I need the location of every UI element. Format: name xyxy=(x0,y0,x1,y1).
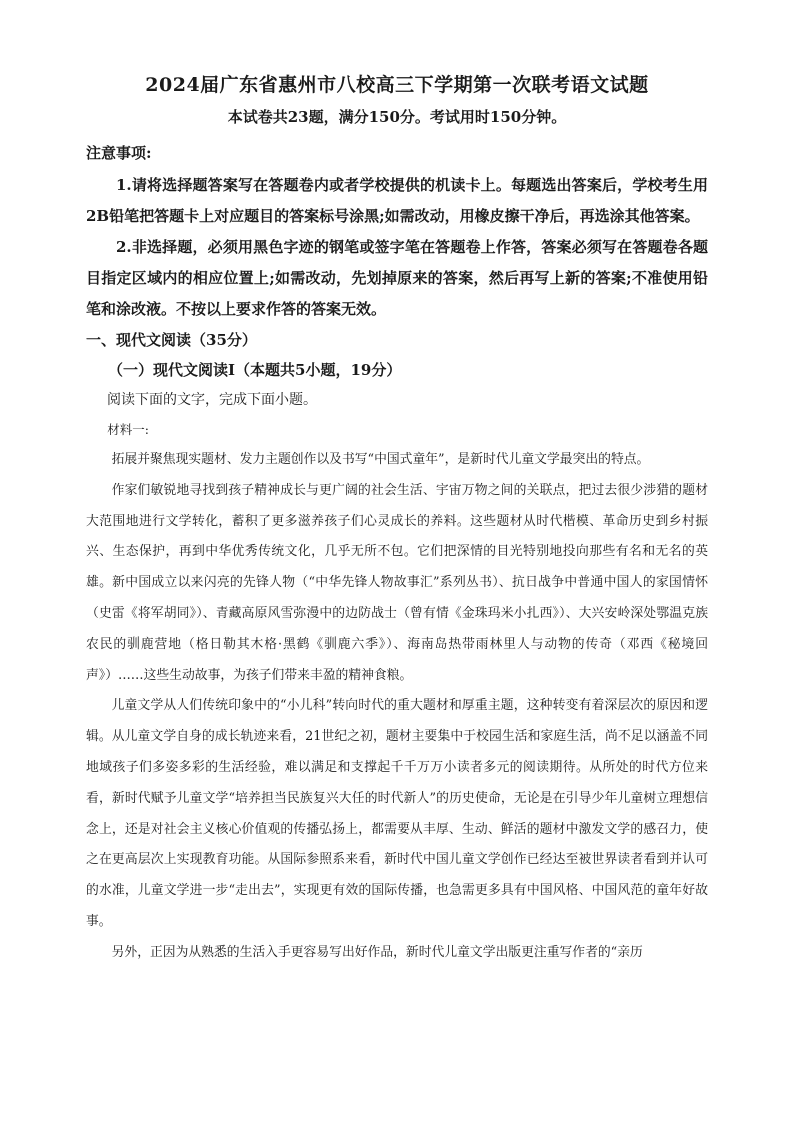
paragraph: 作家们敏锐地寻找到孩子精神成长与更广阔的社会生活、宇宙万物之间的关联点，把过去很少涉猎的题材大范围地进行文学转化，蓄积了更多滋养孩子们心灵成长的养料。这些题材从时代楷模、革命历史到乡村振兴、生态保护，再到中华优秀传统文化，几乎无所不包。它们把深情的目光特别地投向那些有名和无名的英雄。新中国成立以来闪亮的先锋人物（“中华先锋人物故事汇”系列丛书）、抗日战争中普通中国人的家国情怀（史雷《将军胡同》）、青藏高原风雪弥漫中的边防战士（曾有情《金珠玛米小扎西》）、大兴安岭深处鄂温克族农民的驯鹿营地（格日勒其木格·黑鹤《驯鹿六季》）、海南岛热带雨林里人与动物的传奇（邓西《秘境回声》）……这些生动故事，为孩子们带来丰盈的精神食粮。 xyxy=(86,482,708,683)
notice-heading: 注意事项: xyxy=(86,144,152,162)
paragraph: 儿童文学从人们传统印象中的“小儿科”转向时代的重大题材和厚重主题，这种转变有着深层次的原因和逻辑。从儿童文学自身的成长轨迹来看，21世纪之初，题材主要集中于校园生活和家庭生活，尚不足以涵盖不同地域孩子们多姿多彩的生活经验，难以满足和支撑起千千万万小读者多元的阅读期待。从所处的时代方位来看，新时代赋予儿童文学“培养担当民族复兴大任的时代新人”的历史使命，无论是在引导少年儿童树立理想信念上，还是对社会主义核心价值观的传播弘扬上，都需要从丰厚、生动、鲜活的题材中激发文学的感召力，使之在更高层次上实现教育功能。从国际参照系来看，新时代中国儿童文学创作已经达至被世界读者看到并认可的水准，儿童文学进一步“走出去”，实现更有效的国际传播，也急需更多具有中国风格、中国风范的童年好故事。 xyxy=(86,698,708,929)
notice-item-1: 1.请将选择题答案写在答题卷内或者学校提供的机读卡上。每题选出答案后，学校考生用2B铅笔把答题卡上对应题目的答案标号涂黑;如需改动，用橡皮擦干净后，再选涂其他答案。 xyxy=(86,176,708,225)
reading-instruction: 阅读下面的文字，完成下面小题。 xyxy=(107,392,317,408)
notice-item-2: 2.非选择题，必须用黑色字迹的钢笔或签字笔在答题卷上作答，答案必须写在答题卷各题目指定区域内的相应位置上;如需改动，先划掉原来的答案，然后再写上新的答案;不准使用铅笔和涂改液。不按以上要求作答的答案无效。 xyxy=(86,238,708,318)
material-label: 材料一: xyxy=(107,422,149,437)
subsection-heading: （一）现代文阅读Ⅰ（本题共5小题，19分） xyxy=(108,361,402,379)
section-heading: 一、现代文阅读（35分） xyxy=(86,331,257,349)
paragraph: 拓展并聚焦现实题材、发力主题创作以及书写“中国式童年”，是新时代儿童文学最突出的特点。 xyxy=(111,452,650,467)
document-title: 2024届广东省惠州市八校高三下学期第一次联考语文试题 xyxy=(145,74,649,96)
paragraph: 另外，正因为从熟悉的生活入手更容易写出好作品，新时代儿童文学出版更注重写作者的“亲历 xyxy=(111,944,643,960)
exam-info: 本试卷共23题，满分150分。考试用时150分钟。 xyxy=(227,108,567,126)
